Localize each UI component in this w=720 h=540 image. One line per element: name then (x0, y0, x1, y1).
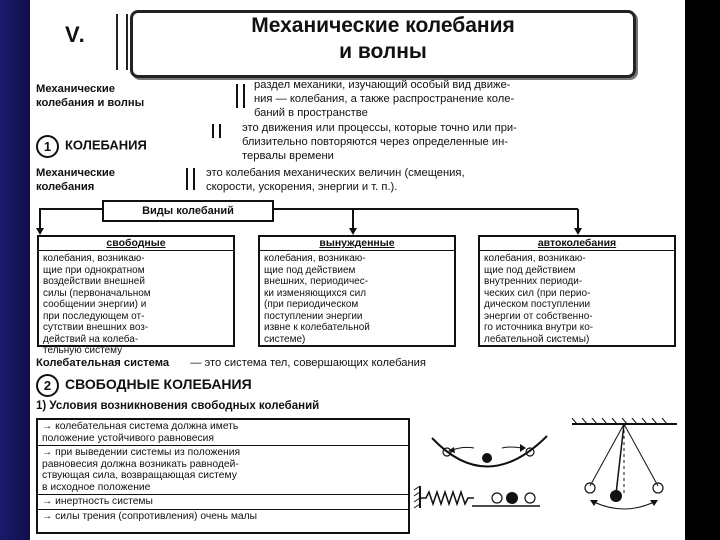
kinds-label: Виды колебаний (102, 200, 274, 222)
ball-icon (482, 453, 492, 463)
pendulum-illustration (572, 418, 677, 509)
definition-text: раздел механики, изучающий особый вид движе- ния — колебания, а также распространение коле- баний в пространстве (254, 79, 515, 119)
system-text: — это система тел, совершающих колебания (190, 357, 426, 369)
kind-self (478, 235, 676, 347)
ball-in-bowl-illustration (432, 436, 547, 467)
arrow-down-icon (574, 228, 582, 235)
system-term: Колебательная система (36, 357, 170, 369)
kind-header: свободные (39, 237, 233, 251)
section-2-title (36, 374, 252, 397)
double-bar (186, 168, 195, 190)
condition-item: → инертность системы (38, 495, 408, 510)
double-bar (236, 84, 245, 108)
definition-mechanical-oscillations (36, 166, 676, 198)
definition-text: это колебания механических величин (смещения, скорости, ускорения, энергии и т. п.). (206, 167, 465, 193)
definition-term: Механические колебания (36, 167, 115, 193)
double-bar (212, 124, 221, 138)
kind-header: вынужденные (260, 237, 454, 251)
kind-body: колебания, возникаю- щие под действием внешних, периодичес- ки изменяющихся сил (при периодическом поступлении энергии извне к колебательной системе) (264, 253, 370, 345)
definition-text: это движения или процессы, которые точно или при- близительно повторяются через определенные ин- тервалы времени (242, 122, 517, 162)
conditions-subtitle: 1) Условия возникновения свободных колебаний (36, 400, 320, 412)
definition-oscillations (36, 121, 676, 163)
conditions-list (36, 418, 410, 534)
section-number: V. (65, 22, 86, 47)
kind-body: колебания, возникаю- щие под действием внутренних периоди- ческих сил (при перио- дическом поступлении энергии от собственно- го источника внутри ко- лебательной системы) (484, 253, 594, 345)
definition-term (36, 121, 226, 158)
branch-left (40, 209, 102, 233)
title-box (130, 10, 636, 78)
definition-mechanics (36, 79, 676, 124)
condition-item: → силы трения (сопротивления) очень малы (42, 510, 258, 522)
arrow-down-icon (36, 228, 44, 235)
spring-illustration (414, 486, 540, 508)
arrow-down-icon (349, 228, 357, 235)
system-definition (36, 357, 426, 369)
textbook-page (30, 0, 685, 540)
bob-icon (610, 490, 622, 502)
definition-term-text: КОЛЕБАНИЯ (65, 137, 147, 153)
oscillation-diagrams (412, 418, 682, 530)
kind-header: автоколебания (480, 237, 674, 251)
condition-item: → колебательная система должна иметь положение устойчивого равновесия (38, 420, 408, 446)
kind-free (37, 235, 235, 356)
kind-forced (258, 235, 456, 347)
kind-body: колебания, возникаю- щие при однократном воздействии внешней силы (первоначальном сообщении энергии) и при последующем от- сутствии внешних воз- действий на колеба- тельную систему (43, 253, 151, 356)
definition-term: Механические колебания и волны (36, 83, 145, 109)
weight-icon (506, 492, 518, 504)
header-separator (116, 14, 128, 70)
section-2-title-text: СВОБОДНЫЕ КОЛЕБАНИЯ (65, 376, 252, 393)
title-line-1: Механические колебания (251, 14, 515, 37)
condition-item: → при выведении системы из положения равновесия должна возникать равнодей- ствующая сила, возвращающая систему в исходное положение (38, 446, 408, 495)
title-line-2: и волны (339, 40, 427, 63)
number-circle: 1 (36, 135, 59, 158)
number-circle: 2 (36, 374, 59, 397)
